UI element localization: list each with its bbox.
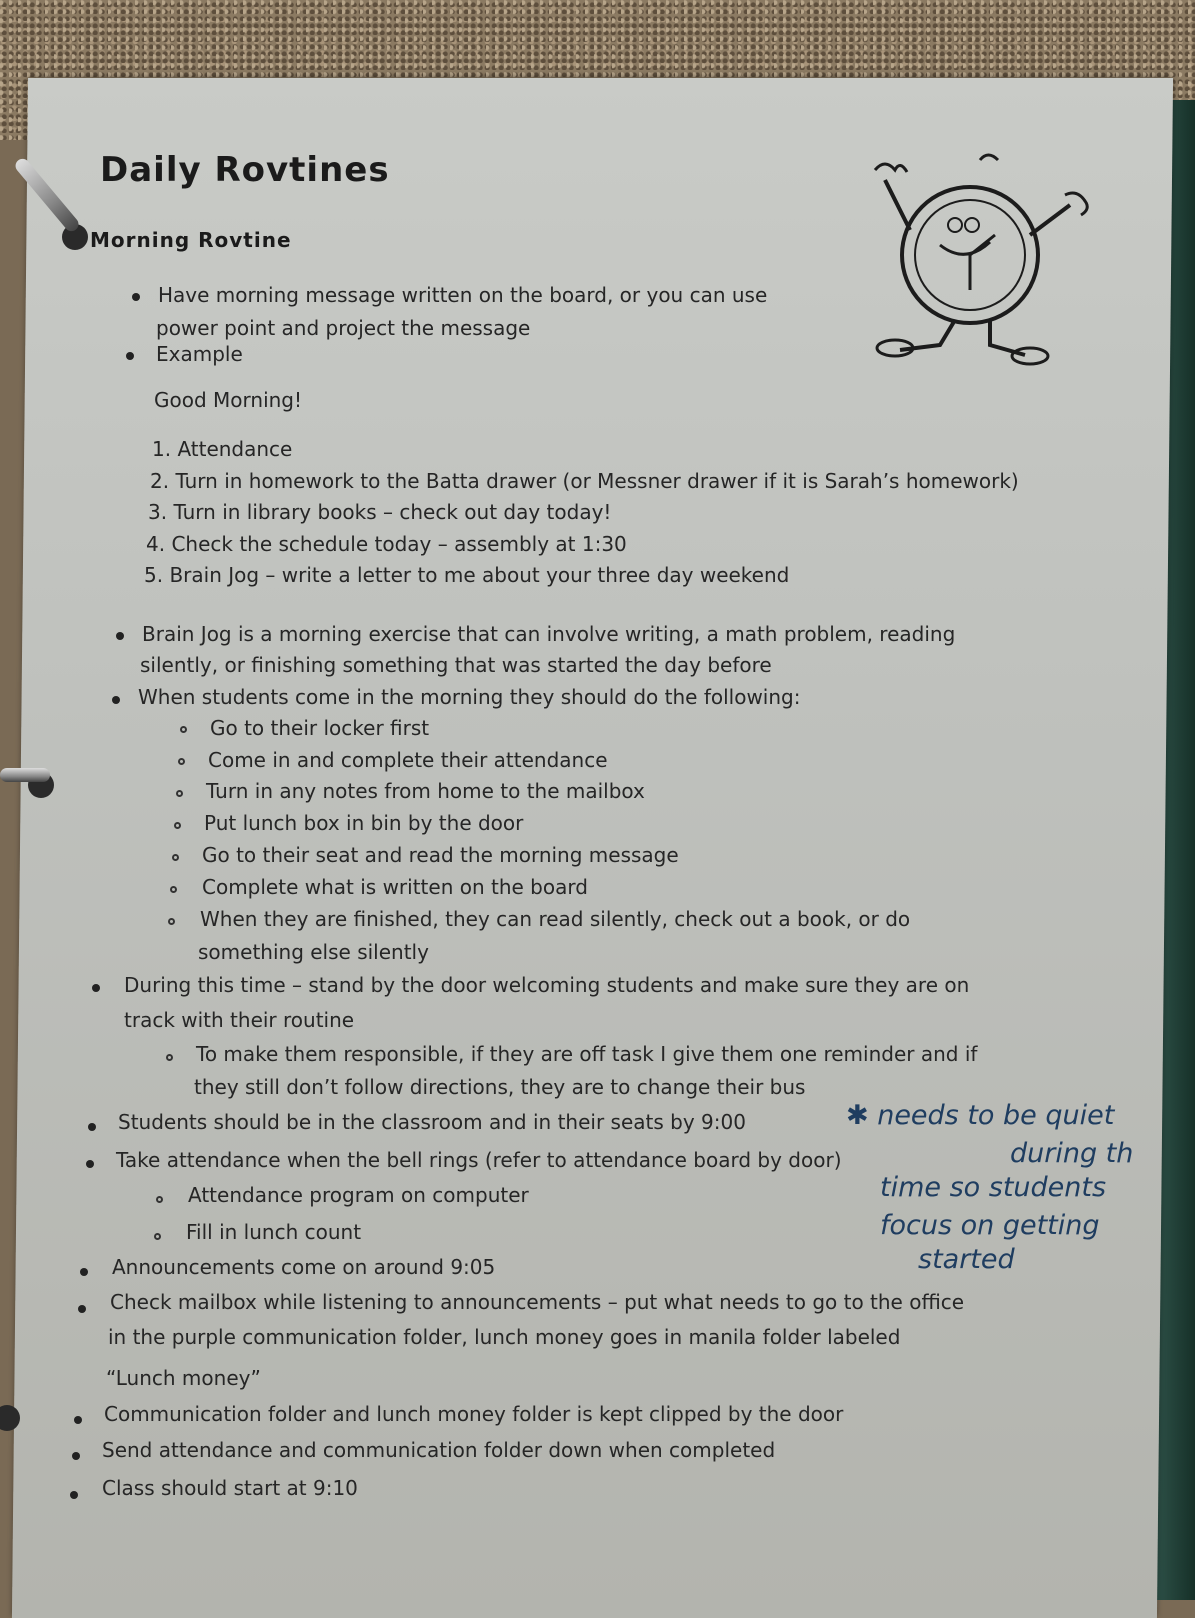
bullet-text: Brain Jog is a morning exercise that can involve writing, a math problem, reading [142, 622, 956, 646]
bullet-dot [86, 1160, 94, 1168]
handwritten-note: during th [1010, 1138, 1134, 1169]
numbered-item: 3. Turn in library books – check out day today! [148, 500, 612, 524]
handwritten-note: ✱ needs to be quiet [846, 1100, 1115, 1131]
bullet-dot [116, 632, 124, 640]
sub-item: Go to their seat and read the morning message [202, 843, 679, 867]
bullet-text: During this time – stand by the door welcoming students and make sure they are on [124, 973, 970, 997]
bullet-text-continued: power point and project the message [156, 316, 531, 340]
section-title: Morning Rovtine [90, 228, 292, 252]
bullet-dot [126, 352, 134, 360]
sub-bullet [170, 886, 177, 893]
bullet-dot [88, 1123, 96, 1131]
sub-bullet [172, 854, 179, 861]
sub-item: Put lunch box in bin by the door [204, 811, 524, 835]
sub-bullet [178, 758, 185, 765]
bullet-text: Class should start at 9:10 [102, 1476, 358, 1500]
bullet-dot [92, 984, 100, 992]
binder-ring-middle [0, 768, 50, 782]
sub-bullet [168, 918, 175, 925]
bullet-dot [112, 696, 120, 704]
bullet-text: Communication folder and lunch money folder is kept clipped by the door [104, 1402, 844, 1426]
bullet-text-continued: in the purple communication folder, lunch money goes in manila folder labeled [108, 1325, 901, 1349]
bullet-text: When students come in the morning they should do the following: [138, 685, 801, 709]
bullet-dot [80, 1268, 88, 1276]
sub-bullet [180, 726, 187, 733]
bullet-dot [72, 1452, 80, 1460]
sub-item: Turn in any notes from home to the mailbox [206, 779, 645, 803]
sub-item: Come in and complete their attendance [208, 748, 608, 772]
sub-item: When they are finished, they can read silently, check out a book, or do [200, 907, 911, 931]
numbered-item: 1. Attendance [152, 437, 293, 461]
bullet-text: Take attendance when the bell rings (refer to attendance board by door) [116, 1148, 842, 1172]
handwritten-note: time so students [880, 1172, 1107, 1203]
clock-cartoon-illustration [860, 150, 1100, 370]
greeting-text: Good Morning! [154, 388, 303, 412]
sub-item-continued: something else silently [198, 940, 429, 964]
sub-item: Go to their locker first [210, 716, 430, 740]
sub-item: To make them responsible, if they are off task I give them one reminder and if [196, 1042, 978, 1066]
sub-bullet [154, 1233, 161, 1240]
handwritten-note: started [918, 1244, 1015, 1275]
numbered-item: 5. Brain Jog – write a letter to me about your three day weekend [144, 563, 790, 587]
bullet-text: Check mailbox while listening to announcements – put what needs to go to the office [110, 1290, 965, 1314]
bullet-text: Announcements come on around 9:05 [112, 1255, 496, 1279]
bullet-text: Students should be in the classroom and in their seats by 9:00 [118, 1110, 746, 1134]
sub-bullet [176, 790, 183, 797]
sub-item: Fill in lunch count [186, 1220, 362, 1244]
bullet-text-continued: track with their routine [124, 1008, 355, 1032]
bullet-dot [78, 1305, 86, 1313]
sub-item-continued: they still don’t follow directions, they are to change their bus [194, 1075, 806, 1099]
handwritten-note: focus on getting [880, 1210, 1100, 1241]
bullet-dot [70, 1491, 78, 1499]
bullet-text: Example [156, 342, 243, 366]
sub-bullet [166, 1054, 173, 1061]
sub-item: Complete what is written on the board [202, 875, 588, 899]
bullet-text: Have morning message written on the board, or you can use [158, 283, 768, 307]
numbered-item: 2. Turn in homework to the Batta drawer (or Messner drawer if it is Sarah’s homework) [150, 469, 1019, 493]
page-title: Daily Rovtines [100, 150, 390, 190]
bullet-text: Send attendance and communication folder down when completed [102, 1438, 776, 1462]
bullet-text-continued: “Lunch money” [106, 1366, 261, 1390]
numbered-item: 4. Check the schedule today – assembly at 1:30 [146, 532, 627, 556]
bullet-dot [132, 293, 140, 301]
bullet-dot [74, 1416, 82, 1424]
sub-bullet [156, 1196, 163, 1203]
sub-item: Attendance program on computer [188, 1183, 529, 1207]
bullet-text-continued: silently, or finishing something that was started the day before [140, 653, 772, 677]
sub-bullet [174, 822, 181, 829]
